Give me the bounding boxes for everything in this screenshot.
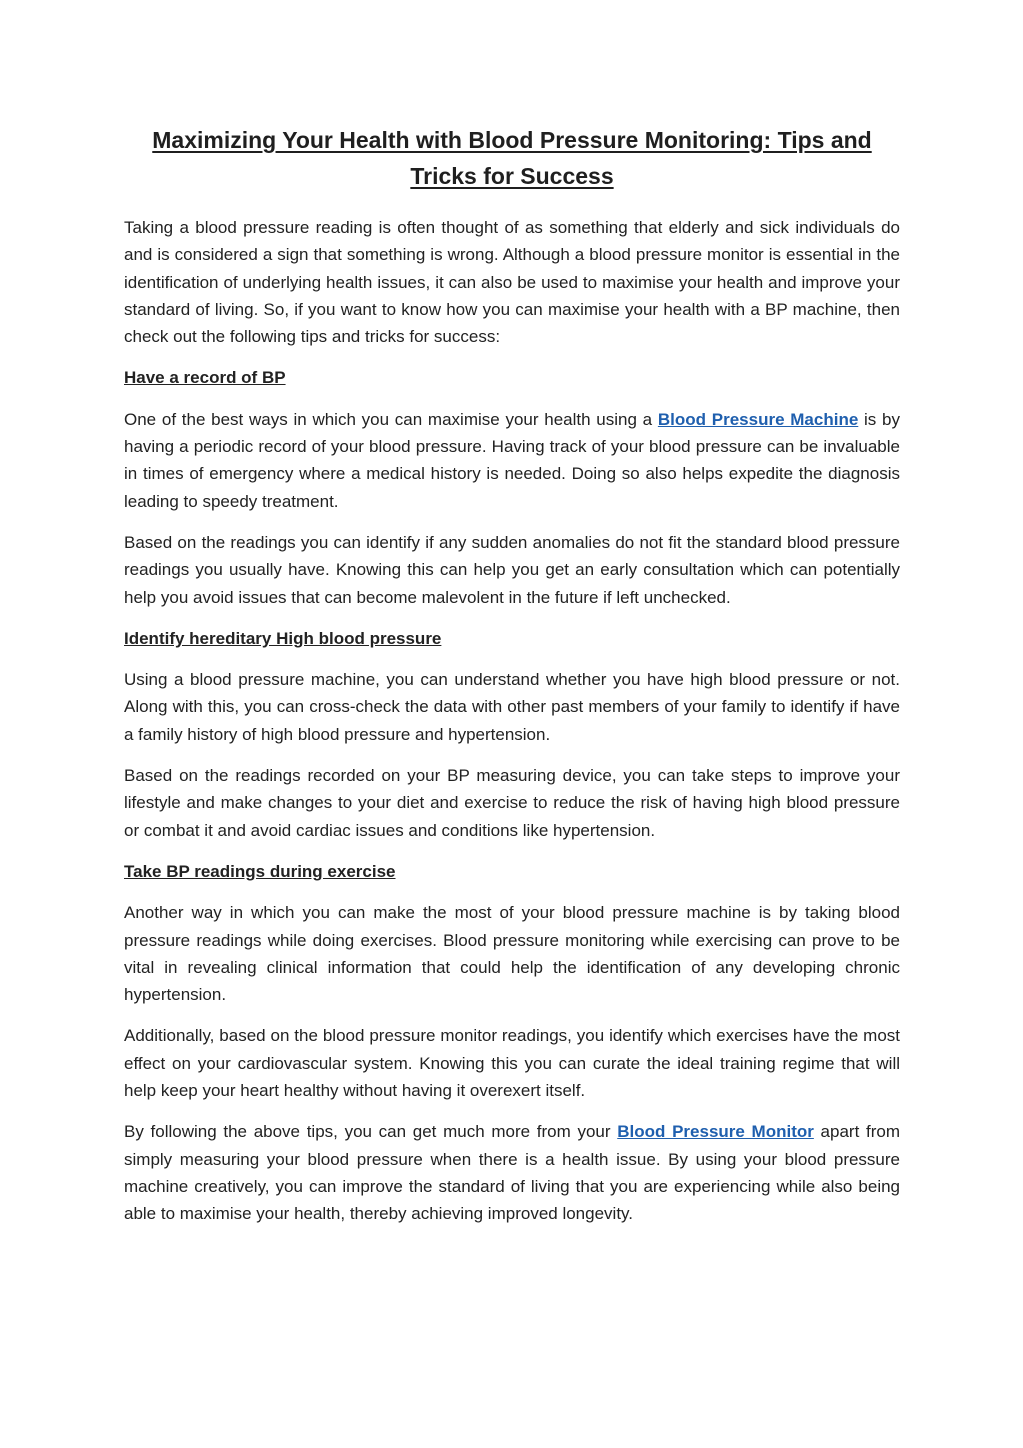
- text-span: By following the above tips, you can get much more from your: [124, 1122, 618, 1142]
- document-page: [124, 122, 900, 1242]
- section-exercise-paragraph-2: Additionally, based on the blood pressure monitor readings, you identify which exercises have the most effect on your cardiovascular system. Knowing this you can curate the ideal training regime that will help keep your heart healthy without having it overexert itself.: [124, 1026, 900, 1101]
- text-span: is by having a periodic record of your blood pressure. Having track of your blood pressure can be invaluable in times of emergency where a medical history is needed. Doing so also helps expedite the diagnosis leading to speedy treatment.: [124, 409, 900, 511]
- blood-pressure-machine-link[interactable]: Blood Pressure Machine: [657, 409, 859, 429]
- intro-paragraph: Taking a blood pressure reading is often thought of as something that elderly and sick individuals do and is considered a sign that something is wrong. Although a blood pressure monitor is essential in the identification of underlying health issues, it can also be used to maximise your health and improve your standard of living. So, if you want to know how you can maximise your health with a BP machine, then check out the following tips and tricks for success:: [124, 218, 900, 347]
- section-record-paragraph-2: Based on the readings you can identify if any sudden anomalies do not fit the standard blood pressure readings you usually have. Knowing this can help you get an early consultation which can potentially help you avoid issues that can become malevolent in the future if left unchecked.: [124, 532, 900, 607]
- document-title: Maximizing Your Health with Blood Pressure Monitoring: Tips and Tricks for Success: [152, 127, 872, 189]
- section-hereditary-paragraph-2: Based on the readings recorded on your BP measuring device, you can take steps to improve your lifestyle and make changes to your diet and exercise to reduce the risk of having high blood pressure or combat it and avoid cardiac issues and conditions like hypertension.: [124, 766, 900, 840]
- text-span: apart from simply measuring your blood pressure when there is a health issue. By using your blood pressure machine creatively, you can improve the standard of living that you are experiencing while also being able to maximise your health, thereby achieving improved longevity.: [124, 1122, 900, 1224]
- conclusion-paragraph: [124, 1118, 900, 1227]
- section-heading-record: Have a record of BP: [124, 368, 286, 388]
- section-heading-hereditary: Identify hereditary High blood pressure: [124, 628, 442, 648]
- section-heading-exercise: Take BP readings during exercise: [124, 861, 396, 881]
- section-record-paragraph-1: [124, 406, 900, 515]
- blood-pressure-monitor-link[interactable]: Blood Pressure Monitor: [617, 1122, 814, 1142]
- section-exercise-paragraph-1: Another way in which you can make the most of your blood pressure machine is by taking blood pressure readings while doing exercises. Blood pressure monitoring while exercising can prove to be vital in revealing clinical information that could help the identification of any developing chronic hypertension.: [124, 903, 900, 1005]
- text-span: One of the best ways in which you can maximise your health using a: [124, 409, 658, 429]
- section-hereditary-paragraph-1: Using a blood pressure machine, you can understand whether you have high blood pressure or not. Along with this, you can cross-check the data with other past members of your family to identify if have a family history of high blood pressure and hypertension.: [124, 670, 900, 744]
